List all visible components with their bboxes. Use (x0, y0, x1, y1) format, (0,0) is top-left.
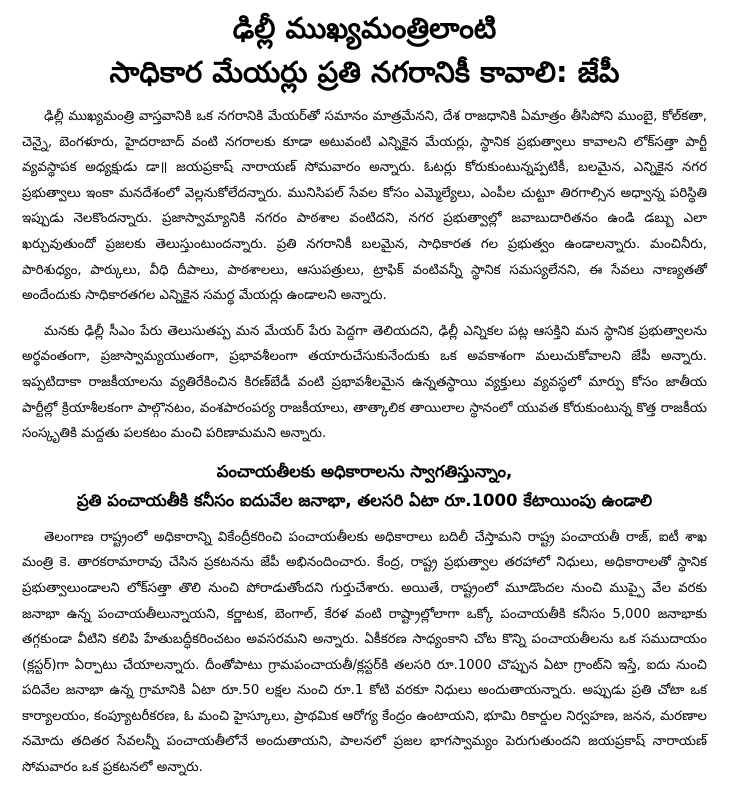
headline-line-2: సాధికార మేయర్లు ప్రతి నగరానికీ కావాలి: జేపీ (109, 55, 620, 89)
subheading-line-2: ప్రతి పంచాయతీకి కనీసం ఐదువేల జనాభా, తలసరి ఏటా రూ.1000 కేటాయింపు ఉండాలి (76, 490, 653, 510)
paragraph-1: ఢిల్లీ ముఖ్యమంత్రి వాస్తవానికి ఒక నగరానికి మేయర్‌తో సమానం మాత్రమేనని, దేశ రాజధానికి ఏమాత్రం తీసిపోని ముంబై, కోల్‌కతా, చెన్నై, బెంగళూరు, హైదరాబాద్ వంటి నగరాలకు కూడా అటువంటి ఎన్నికైన మేయర్లు, స్థానిక ప్రభుత్వాలు కావాలని లోక్‌సత్తా పార్టీ వ్యవస్థాపక అధ్యక్షుడు డా॥ జయప్రకాష్ నారాయణ్ సోమవారం అన్నారు. ఓటర్లు కోరుకుంటున్నప్పటికీ, బలమైన, ఎన్నికైన నగర ప్రభుత్వాలు ఇంకా మనదేశంలో వెల్లనుకోలేదన్నారు. మునిసిపల్ సేవల కోసం ఎమ్మెల్యేలు, ఎంపీల చుట్టూ తిరగాల్సిన అధ్వాన్న పరిస్థితి ఇప్పుడు నెలకొందన్నారు. ప్రజాస్వామ్యానికి నగరం పాఠశాల వంటిదని, నగర ప్రభుత్వాల్లో జవాబుదారితనం ఉండి డబ్బు ఎలా ఖర్చువుతుందో ప్రజలకు తెలుస్తుంటుందన్నారు. ప్రతి నగరానికీ బలమైన, సాధికారత గల ప్రభుత్వం ఉండాలన్నారు. మంచినీరు, పారిశుధ్యం, పార్కులు, వీధి దీపాలు, పాఠశాలలు, ఆసుపత్రులు, ట్రాఫిక్ వంటివన్నీ స్థానిక సమస్యలేనని, ఈ సేవలు నాణ్యతతో అందేందుకు సాధికారతగల ఎన్నికైన సమర్థ మేయర్లు ఉండాలని అన్నారు. (22, 109, 707, 304)
paragraph-2: మనకు ఢిల్లీ సీఎం పేరు తెలుసుతప్ప మన మేయర్ పేరు పెద్దగా తెలియదని, ఢిల్లీ ఎన్నికల పట్ల ఆసక్తిని మన స్థానిక ప్రభుత్వాలను అర్థవంతంగా, ప్రజాస్వామ్యయుతంగా, ప్రభావశీలంగా తయారుచేసుకునేందుకు ఒక అవకాశంగా మలుచుకోవాలని జేపీ అన్నారు. ఇప్పటిదాకా రాజకీయాలను వ్యతిరేకించిన కిరణ్‌బేడీ వంటి ప్రభావశీలమైన ఉన్నతస్థాయి వ్యక్తులు వ్యవస్థలో మార్పు కోసం జాతీయ పార్టీల్లో క్రియాశీలకంగా పాల్గొనటం, వంశపారంపర్య రాజకీయాలు, తాత్కాలిక తాయిలాల స్థానంలో యువత కోరుకుంటున్న కొత్త రాజకీయ సంస్కృతికి మద్దతు పలకటం మంచి పరిణామమని అన్నారు. (22, 323, 707, 442)
headline-line-1: ఢిల్లీ ముఖ్యమంత్రిలాంటి (232, 11, 497, 45)
paragraph-3: తెలంగాణ రాష్ట్రంలో అధికారాన్ని వికేంద్రీకరించి పంచాయతీలకు అధికారాలు బదిలీ చేస్తామని రాష్ట్ర పంచాయతీ రాజ్, ఐటీ శాఖ మంత్రి కె. తారకరామారావు చేసిన ప్రకటనను జేపీ అభినందించారు. కేంద్ర, రాష్ట్ర ప్రభుత్వాల తరహాలో నిధులు, అధికారాలతో స్థానిక ప్రభుత్వాలుండాలని లోక్‌సత్తా తొలి నుంచి పోరాడుతోందని గుర్తుచేశారు. అయితే, రాష్ట్రంలో మూడొందల నుంచి ముప్పై వేల వరకు జనాభా ఉన్న పంచాయతీలున్నాయని, కర్ణాటక, బెంగాల్, కేరళ వంటి రాష్ట్రాల్లోలాగా ఒక్కో పంచాయతీకి కనీసం 5,000 జనాభాకు తగ్గకుండా వీటిని కలిపి హేతుబద్ధీకరించటం అవసరమని అన్నారు. ఏకీకరణ సాధ్యంకాని చోట కొన్ని పంచాయతీలను ఒక సముదాయం (క్లస్టర్)గా ఏర్పాటు చేయాలన్నారు. దీంతోపాటు గ్రామపంచాయతీ/క్లస్టర్‌కి తలసరి రూ.1000 చొప్పున ఏటా గ్రాంట్‌ని ఇస్తే, ఐదు నుంచి పదివేల జనాభా ఉన్న గ్రామానికి ఏటా రూ.50 లక్షల నుంచి రూ.1 కోటి వరకూ నిధులు అందుతాయన్నారు. అప్పుడు ప్రతి చోటా ఒక కార్యాలయం, కంప్యూటరీకరణ, ఓ మంచి హైస్కూలు, ప్రాథమిక ఆరోగ్య కేంద్రం ఉంటాయని, భూమి రికార్డుల నిర్వహణ, జనన, మరణాల నమోదు తదితర సేవలన్నీ పంచాయతీలోనే అందుతాయని, పాలనలో ప్రజల భాగస్వామ్యం పెరుగుతుందని జయప్రకాష్ నారాయణ్ సోమవారం ఒక ప్రకటనలో అన్నారు. (22, 529, 707, 776)
headline (22, 6, 707, 94)
subheading (22, 457, 707, 515)
subheading-line-1: పంచాయతీలకు అధికారాలను స్వాగతిస్తున్నాం, (216, 461, 513, 481)
